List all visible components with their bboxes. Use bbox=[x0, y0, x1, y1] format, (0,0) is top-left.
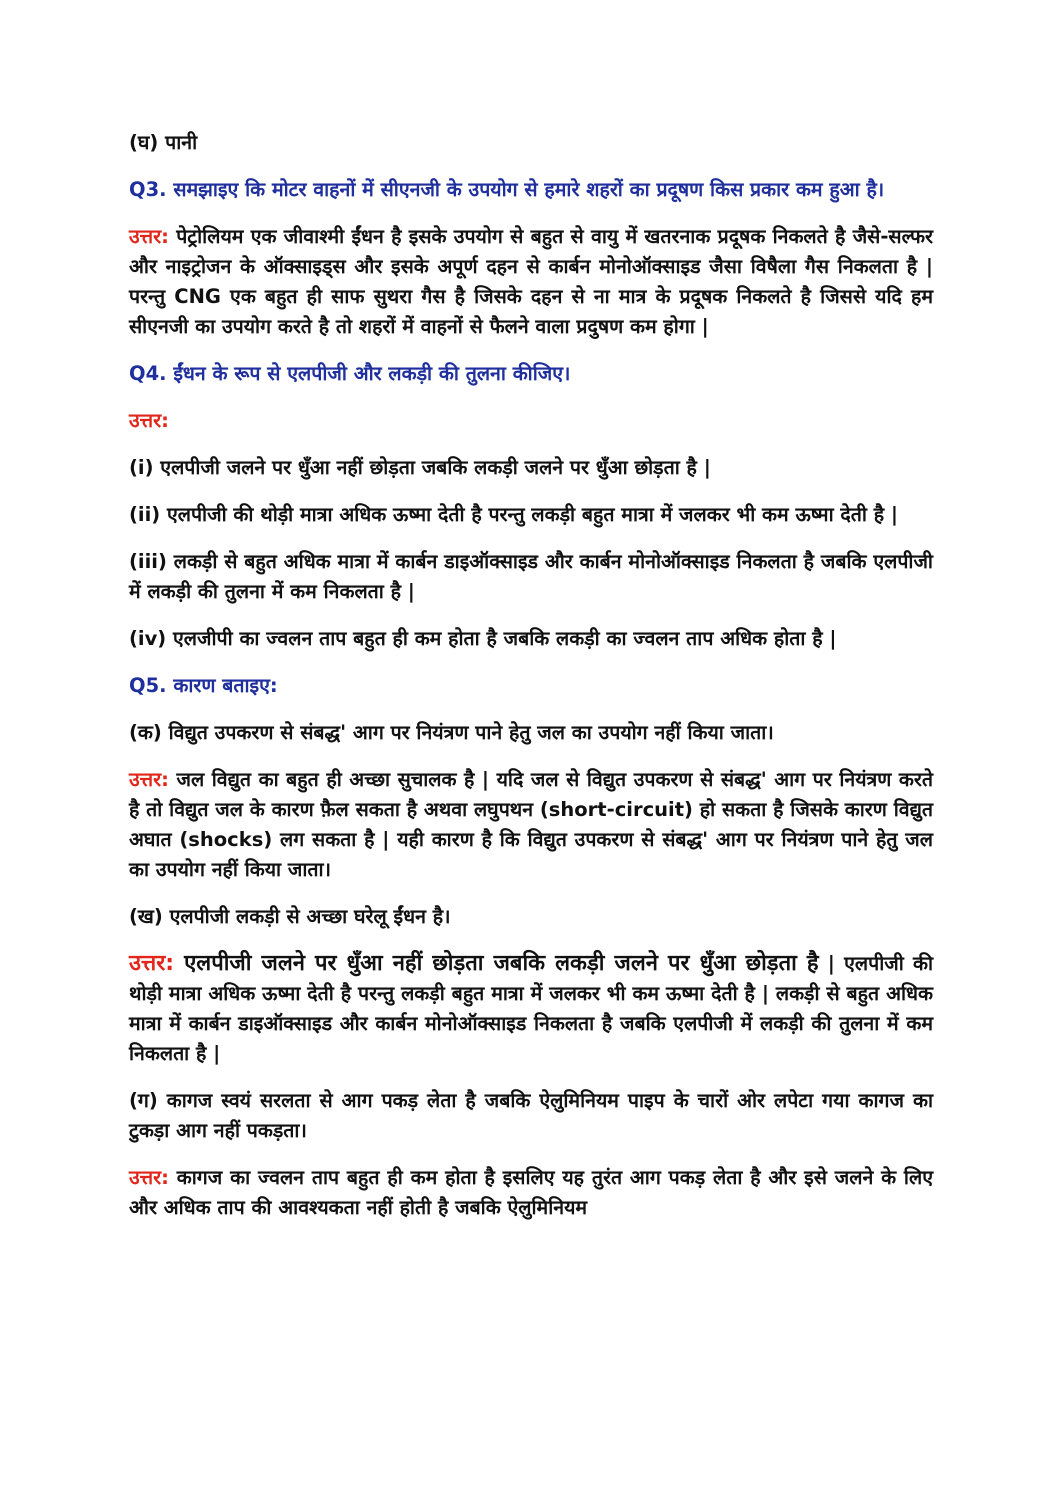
answer-label: उत्तर: bbox=[129, 225, 169, 248]
point-iii bbox=[129, 547, 933, 607]
answer-label: उत्तर: bbox=[129, 409, 169, 432]
answer-text: जल विद्युत का बहुत ही अच्छा सुचालक है | यदि जल से विद्युत उपकरण से संबद्ध' आग पर नियंत्रण करते है तो विद्युत जल के कारण फ़ैल सकता है अथवा लघुपथन (short-circuit) हो सकता है जिसके कारण विद्युत अघात (shocks) लग सकता है | यही कारण है कि विद्युत उपकरण से संबद्ध' आग पर नियंत्रण पाने हेतु जल का उपयोग नहीं किया जाता। bbox=[129, 768, 933, 881]
question-text: Q4. ईंधन के रूप से एलपीजी और लकड़ी की तुलना कीजिए। bbox=[129, 362, 571, 385]
question-q3 bbox=[129, 175, 933, 205]
option-gha bbox=[129, 128, 933, 158]
point-ii bbox=[129, 500, 933, 530]
answer-text: कागज का ज्वलन ताप बहुत ही कम होता है इसलिए यह तुरंत आग पकड़ लेता है और इसे जलने के लिए और अधिक ताप की आवश्यकता नहीं होती है जबकि ऐलुमिनियम bbox=[129, 1166, 933, 1219]
point-iv bbox=[129, 624, 933, 654]
answer-kha bbox=[129, 949, 933, 1069]
question-text: Q3. समझाइए कि मोटर वाहनों में सीएनजी के उपयोग से हमारे शहरों का प्रदूषण किस प्रकार कम हुआ है। bbox=[129, 178, 885, 201]
question-text: Q5. कारण बताइए: bbox=[129, 674, 278, 697]
subquestion-ka bbox=[129, 718, 933, 748]
point-text: (iv) एलजीपी का ज्वलन ताप बहुत ही कम होता है जबकि लकड़ी का ज्वलन ताप अधिक होता है | bbox=[129, 627, 837, 650]
option-text: (घ) पानी bbox=[129, 131, 198, 154]
answer-text: | एलपीजी की थोड़ी मात्रा अधिक ऊष्मा देती है परन्तु लकड़ी बहुत मात्रा में जलकर भी कम ऊष्मा देती है | लकड़ी से बहुत अधिक मात्रा में कार्बन डाइऑक्साइड और कार्बन मोनोऑक्साइड निकलता है जबकि एलपीजी में लकड़ी की तुलना में कम निकलता है | bbox=[129, 952, 933, 1065]
point-text: (iii) लकड़ी से बहुत अधिक मात्रा में कार्बन डाइऑक्साइड और कार्बन मोनोऑक्साइड निकलता है जबकि एलपीजी में लकड़ी की तुलना में कम निकलता है | bbox=[129, 550, 933, 603]
answer-ga bbox=[129, 1163, 933, 1223]
answer-lead-text: एलपीजी जलने पर धुँआ नहीं छोड़ता जबकि लकड़ी जलने पर धुँआ छोड़ता है bbox=[174, 951, 819, 976]
answer-q3 bbox=[129, 222, 933, 342]
answer-text: पेट्रोलियम एक जीवाश्मी ईंधन है इसके उपयोग से बहुत से वायु में खतरनाक प्रदूषक निकलते है जैसे-सल्फर और नाइट्रोजन के ऑक्साइड्स और इसके अपूर्ण दहन से कार्बन मोनोऑक्साइड जैसा विषैला गैस निकलता है | परन्तु CNG एक बहुत ही साफ सुथरा गैस है जिसके दहन से ना मात्र के प्रदूषक निकलते है जिससे यदि हम सीएनजी का उपयोग करते है तो शहरों में वाहनों से फैलने वाला प्रदुषण कम होगा | bbox=[129, 225, 933, 338]
point-i bbox=[129, 453, 933, 483]
answer-label: उत्तर: bbox=[129, 1166, 169, 1189]
answer-label: उत्तर: bbox=[129, 951, 175, 976]
subquestion-text: (ग) कागज स्वयं सरलता से आग पकड़ लेता है जबकि ऐलुमिनियम पाइप के चारों ओर लपेटा गया कागज का टुकड़ा आग नहीं पकड़ता। bbox=[129, 1089, 933, 1142]
answer-ka bbox=[129, 765, 933, 885]
subquestion-ga bbox=[129, 1086, 933, 1146]
subquestion-text: (क) विद्युत उपकरण से संबद्ध' आग पर नियंत्रण पाने हेतु जल का उपयोग नहीं किया जाता। bbox=[129, 721, 774, 744]
subquestion-text: (ख) एलपीजी लकड़ी से अच्छा घरेलू ईंधन है। bbox=[129, 905, 451, 928]
point-text: (ii) एलपीजी की थोड़ी मात्रा अधिक ऊष्मा देती है परन्तु लकड़ी बहुत मात्रा में जलकर भी कम ऊष्मा देती है | bbox=[129, 503, 898, 526]
point-text: (i) एलपीजी जलने पर धुँआ नहीं छोड़ता जबकि लकड़ी जलने पर धुँआ छोड़ता है | bbox=[129, 456, 711, 479]
subquestion-kha bbox=[129, 902, 933, 932]
answer-label: उत्तर: bbox=[129, 768, 169, 791]
question-q4 bbox=[129, 359, 933, 389]
document-page bbox=[129, 128, 933, 1240]
question-q5 bbox=[129, 671, 933, 701]
answer-q4 bbox=[129, 406, 933, 436]
